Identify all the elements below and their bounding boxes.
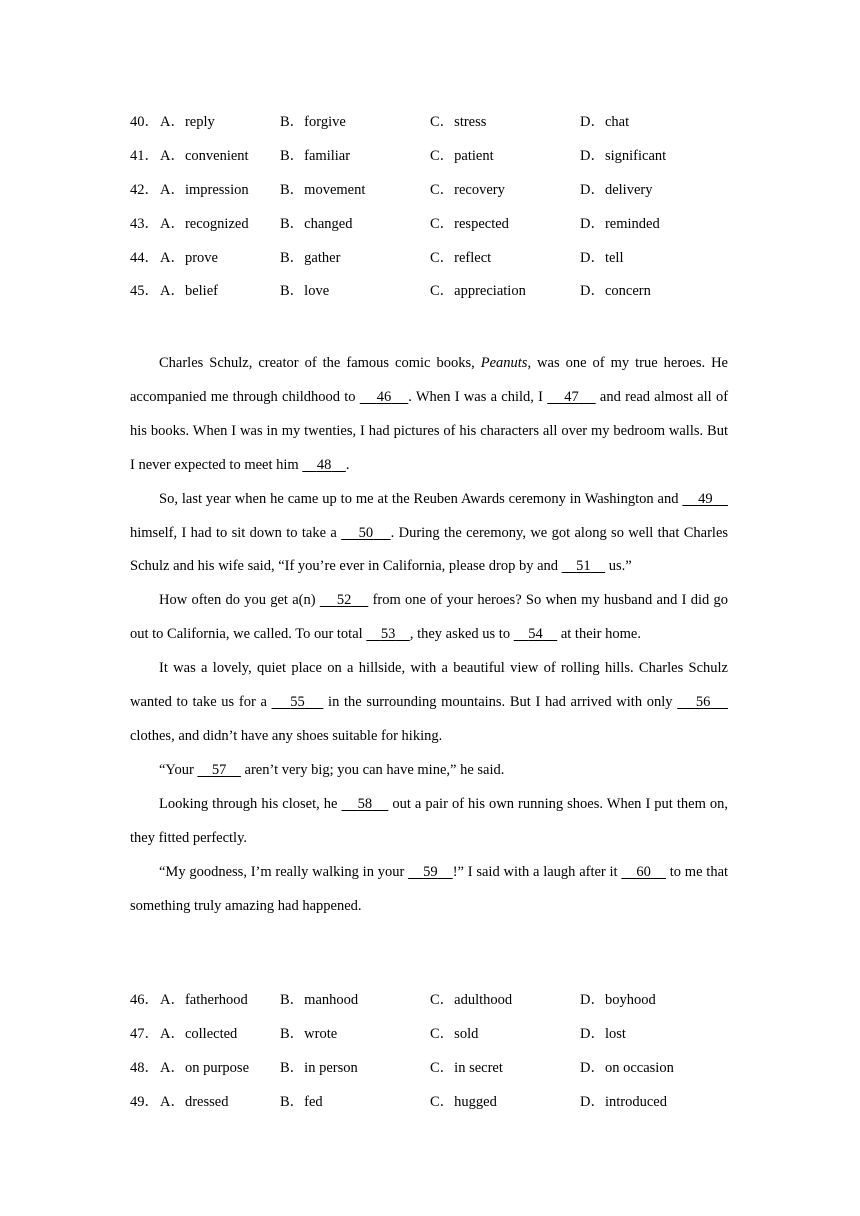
option-row-48: [130, 1058, 750, 1092]
option-a: A．impression: [160, 181, 249, 198]
book-title: Peanuts: [480, 355, 528, 371]
option-d: D．lost: [580, 1025, 626, 1042]
question-number: 49．: [130, 1093, 159, 1110]
option-d: D．reminded: [580, 215, 660, 232]
text: us.”: [605, 558, 632, 575]
text: at their home.: [557, 626, 641, 643]
option-a: A．dressed: [160, 1093, 229, 1110]
blank-55: 55: [290, 694, 305, 711]
text: “Your: [159, 761, 198, 778]
option-c: C．hugged: [430, 1093, 497, 1110]
question-number: 41．: [130, 147, 159, 164]
text: , they asked us to: [409, 626, 514, 643]
paragraph-7: [130, 856, 728, 924]
text: and read almost all of his books. When I was in my twenties, I had pictures of his characters all over my bedroom walls. But I never expected to meet him: [130, 388, 729, 473]
option-row-40: [130, 112, 750, 146]
paragraph-2: [130, 483, 728, 585]
option-b: B．familiar: [280, 147, 351, 164]
option-c: C．appreciation: [430, 283, 526, 300]
option-a: A．fatherhood: [160, 992, 248, 1008]
option-d: D．chat: [580, 114, 630, 130]
option-a: A．recognized: [160, 215, 249, 232]
text: .: [345, 456, 350, 473]
text: out a pair of his own running shoes. When I put them on, they fitted perfectly.: [130, 795, 729, 846]
option-row-49: [130, 1092, 750, 1126]
blank-46: 46: [376, 388, 392, 405]
option-row-45: [130, 281, 750, 315]
question-number: 48．: [130, 1059, 159, 1076]
option-b: B．love: [280, 283, 330, 300]
option-a: A．prove: [160, 249, 218, 266]
options-bottom: [130, 990, 750, 1126]
text: aren’t very big; you can have mine,” he said.: [240, 761, 505, 778]
paragraph-5: [130, 754, 728, 788]
question-number: 46．: [130, 992, 159, 1008]
text: to me that something truly amazing had happened.: [130, 863, 729, 914]
option-a: A．on purpose: [160, 1059, 250, 1076]
option-b: B．fed: [280, 1093, 323, 1110]
paragraph-4: [130, 652, 728, 754]
option-row-41: [130, 146, 750, 180]
question-number: 42．: [130, 181, 159, 198]
question-number: 47．: [130, 1025, 159, 1042]
option-b: B．movement: [280, 181, 366, 198]
option-d: D．delivery: [580, 181, 653, 198]
option-d: D．tell: [580, 249, 624, 266]
options-top: [130, 112, 750, 315]
blank-48: 48: [316, 456, 332, 473]
option-a: A．collected: [160, 1025, 238, 1042]
option-d: D．boyhood: [580, 992, 656, 1008]
question-number: 43．: [130, 215, 159, 232]
text: Charles Schulz, creator of the famous comic books,: [159, 355, 481, 371]
option-b: B．manhood: [280, 992, 359, 1008]
option-c: C．sold: [430, 1025, 479, 1042]
blank-56: 56: [695, 694, 711, 711]
option-b: B．forgive: [280, 114, 346, 130]
blank-57: 57: [211, 761, 227, 778]
option-a: A．convenient: [160, 147, 249, 164]
cloze-passage: [130, 347, 728, 923]
paragraph-1: [130, 347, 728, 483]
blank-59: 59: [423, 863, 438, 880]
blank-49: 49: [698, 490, 713, 507]
question-number: 40．: [130, 114, 159, 130]
option-row-47: [130, 1024, 750, 1058]
option-b: B．changed: [280, 215, 353, 232]
option-a: A．belief: [160, 283, 218, 300]
option-b: B．wrote: [280, 1025, 338, 1042]
option-d: D．introduced: [580, 1093, 667, 1110]
text: himself, I had to sit down to take a: [130, 524, 342, 541]
option-c: C．respected: [430, 215, 509, 232]
blank-47: 47: [564, 388, 579, 405]
text: from one of your heroes? So when my husband and I did go out to California, we called. To our total: [130, 592, 729, 643]
text: It was a lovely, quiet place on a hillside, with a beautiful view of rolling hills. Charles Schulz wanted to take us for a: [130, 660, 728, 711]
option-d: D．significant: [580, 147, 667, 164]
text: Looking through his closet, he: [159, 795, 342, 812]
text: So, last year when he came up to me at the Reuben Awards ceremony in Washington and: [159, 490, 683, 507]
blank-51: 51: [576, 558, 591, 575]
option-c: C．recovery: [430, 181, 505, 198]
text: , was one of my true heroes. He accompanied me through childhood to: [130, 355, 728, 405]
text: !” I said with a laugh after it: [452, 863, 622, 880]
text: How often do you get a(n): [159, 592, 320, 609]
paragraph-6: [130, 788, 728, 856]
blank-50: 50: [358, 524, 374, 541]
text: . When I was a child, I: [408, 388, 548, 405]
option-c: C．in secret: [430, 1059, 503, 1076]
text: in the surrounding mountains. But I had arrived with only: [323, 694, 678, 711]
option-row-42: [130, 180, 750, 214]
option-c: C．patient: [430, 147, 494, 164]
blank-58: 58: [357, 795, 373, 812]
paragraph-3: [130, 584, 728, 652]
option-b: B．gather: [280, 249, 341, 266]
option-c: C．stress: [430, 114, 487, 130]
option-row-44: [130, 248, 750, 282]
text: . During the ceremony, we got along so well that Charles Schulz and his wife said, “If you’re ever in California, please drop by and: [130, 524, 729, 575]
blank-54: 54: [528, 626, 543, 643]
option-c: C．reflect: [430, 249, 492, 266]
blank-52: 52: [336, 592, 352, 609]
option-a: A．reply: [160, 114, 215, 130]
text: clothes, and didn’t have any shoes suitable for hiking.: [130, 727, 443, 744]
option-d: D．concern: [580, 283, 651, 300]
option-row-46: [130, 990, 750, 1024]
blank-60: 60: [636, 863, 651, 880]
question-number: 44．: [130, 249, 159, 266]
option-row-43: [130, 214, 750, 248]
option-c: C．adulthood: [430, 992, 513, 1008]
text: “My goodness, I’m really walking in your: [159, 863, 409, 880]
option-d: D．on occasion: [580, 1059, 674, 1076]
question-number: 45．: [130, 283, 159, 300]
option-b: B．in person: [280, 1059, 358, 1076]
blank-53: 53: [380, 626, 396, 643]
